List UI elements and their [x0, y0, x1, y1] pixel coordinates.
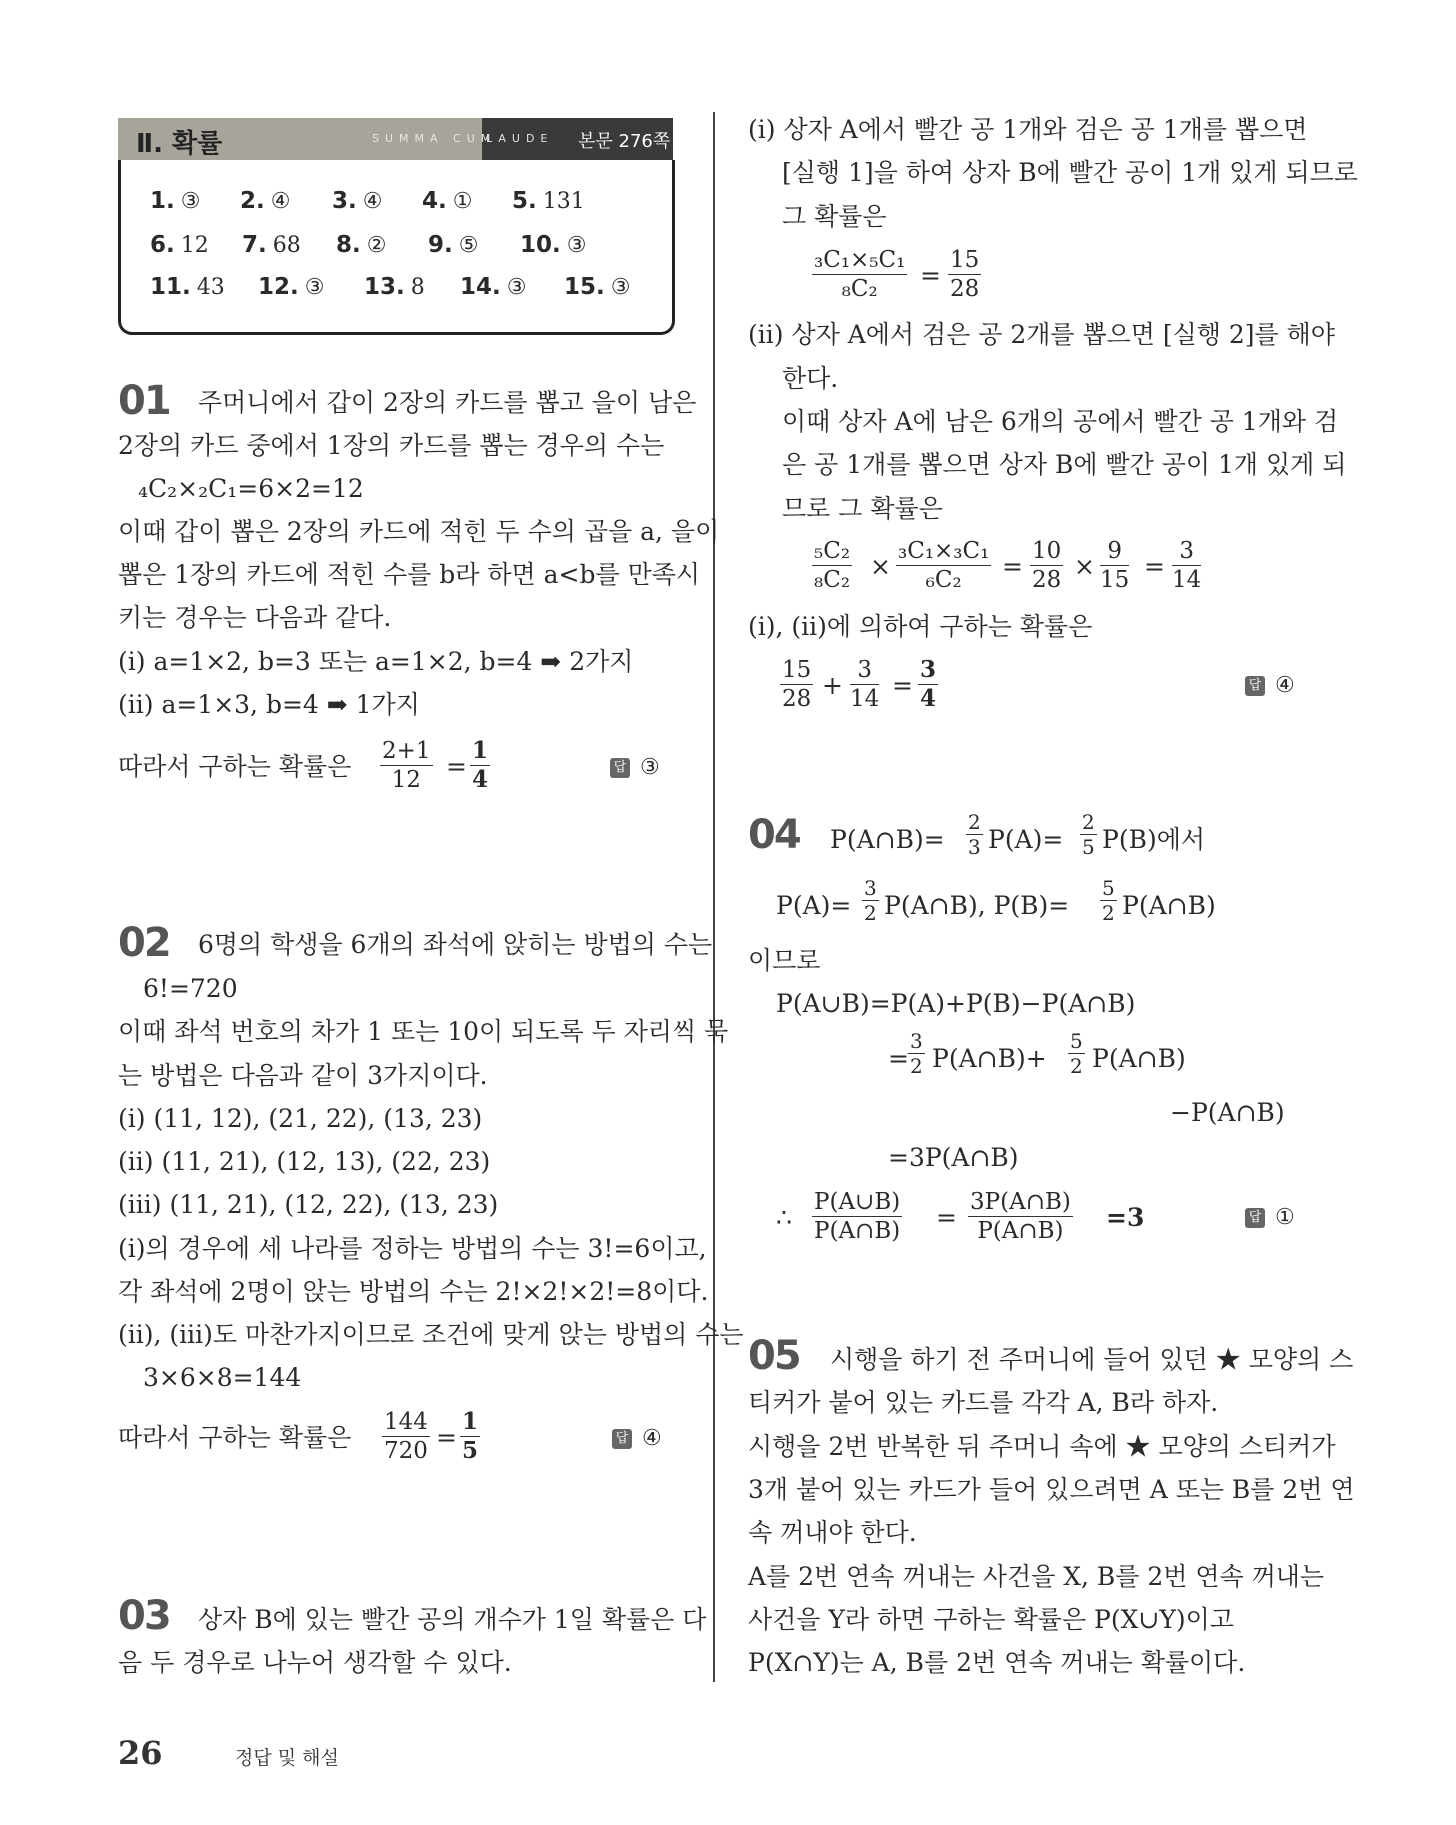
answer-value: ④	[362, 189, 383, 214]
answer-item	[332, 188, 382, 214]
answer-value: ③	[566, 233, 587, 258]
answer-number: 12.	[258, 274, 299, 300]
fraction: $\frac{\text{₅C₂}}{\text{₈C₂}}$	[814, 538, 851, 593]
answer-value: ①	[452, 189, 473, 214]
answer-value: ⑤	[458, 233, 479, 258]
equals: =	[436, 1423, 457, 1452]
question-number: 01	[118, 378, 170, 424]
equation-part: P(A∩B)	[1092, 1044, 1186, 1073]
fraction: $\frac{3}{14}$	[850, 657, 880, 712]
text-line: (ⅱ) (11, 21), (12, 13), (22, 23)	[118, 1147, 491, 1176]
answer-value: ②	[366, 233, 387, 258]
text-line: 이므로	[748, 946, 821, 975]
fraction: $\frac{3}{2}$	[910, 1029, 923, 1078]
fraction: $\frac{\text{₃C₁×₃C₁}}{\text{₆C₂}}$	[898, 538, 990, 593]
question-number: 05	[748, 1333, 800, 1379]
text-line: (ⅰ) (11, 12), (21, 22), (13, 23)	[118, 1104, 483, 1133]
fraction: $\frac{15}{28}$	[782, 657, 812, 712]
answer-value: ③	[610, 275, 631, 300]
fraction-result: $\frac{1}{5}$	[462, 1408, 479, 1464]
answer-value: ③	[180, 189, 201, 214]
equation: =3P(A∩B)	[888, 1143, 1019, 1172]
equals: =	[920, 261, 941, 290]
answer-mark: 답 ③	[610, 755, 660, 780]
plus: +	[822, 671, 843, 700]
answer-number: 6.	[150, 232, 175, 258]
text-line: (ⅰ) 상자 A에서 빨간 공 1개와 검은 공 1개를 뽑으면	[748, 115, 1308, 144]
text-line: A를 2번 연속 꺼내는 사건을 X, B를 2번 연속 꺼내는	[748, 1562, 1325, 1591]
text-line: 이때 좌석 번호의 차가 1 또는 10이 되도록 두 자리씩 묶	[118, 1017, 729, 1046]
fraction: $\frac{10}{28}$	[1032, 538, 1062, 593]
text-line: 그 확률은	[782, 202, 887, 231]
fraction: $\frac{5}{2}$	[1102, 876, 1115, 925]
answer-item	[242, 232, 301, 258]
equation: ₄C₂×₂C₁=6×2=12	[138, 474, 364, 503]
fraction: $\frac{5}{2}$	[1070, 1029, 1083, 1078]
text-line: 시행을 하기 전 주머니에 들어 있던 ★ 모양의 스	[830, 1345, 1354, 1374]
answer-number: 3.	[332, 188, 357, 214]
answer-number: 1.	[150, 188, 175, 214]
answer-mark: 답 ①	[1245, 1205, 1295, 1230]
fraction: $\frac{\text{₃C₁×₅C₁}}{\text{₈C₂}}$	[814, 247, 906, 302]
fraction: $\frac{2+1}{12}$	[382, 738, 431, 793]
answer-number: 8.	[336, 232, 361, 258]
question-number: 03	[118, 1593, 170, 1639]
question-number: 04	[748, 812, 800, 858]
answer-value: ③	[506, 275, 527, 300]
answer-value: 131	[542, 189, 585, 214]
answer-number: 5.	[512, 188, 537, 214]
result: =3	[1106, 1203, 1145, 1232]
equation-part: P(B)에서	[1102, 825, 1205, 854]
column-divider	[713, 112, 715, 1682]
answer-item	[422, 188, 472, 214]
answer-mark: 답 ④	[1245, 673, 1295, 698]
equals: =	[936, 1203, 957, 1232]
equation: P(A∪B)=P(A)+P(B)−P(A∩B)	[776, 989, 1136, 1018]
text-line: 한다.	[782, 364, 839, 393]
equation: 6!=720	[143, 974, 238, 1003]
answer-number: 9.	[428, 232, 453, 258]
answer-item	[240, 188, 290, 214]
equation-part: P(A∩B)	[1122, 891, 1216, 920]
text-line: 6명의 학생을 6개의 좌석에 앉히는 방법의 수는	[198, 930, 713, 959]
text-line: 속 꺼내야 한다.	[748, 1518, 917, 1547]
answer-item	[364, 274, 425, 300]
text-line: 는 방법은 다음과 같이 3가지이다.	[118, 1061, 488, 1090]
fraction-result: $\frac{3}{4}$	[920, 656, 937, 712]
equals: =	[446, 752, 467, 781]
fraction: $\frac{15}{28}$	[950, 247, 980, 302]
text-line: 티커가 붙어 있는 카드를 각각 A, B라 하자.	[748, 1388, 1219, 1417]
fraction: $\frac{3}{2}$	[864, 876, 877, 925]
equation-part: =	[888, 1044, 909, 1073]
text-line: P(X∩Y)는 A, B를 2번 연속 꺼내는 확률이다.	[748, 1648, 1246, 1677]
answer-number: 13.	[364, 274, 405, 300]
text-line: (ⅱ) a=1×3, b=4 ➡ 1가지	[118, 690, 420, 719]
answer-item	[564, 274, 630, 300]
text-line: (ⅱ) 상자 A에서 검은 공 2개를 뽑으면 [실행 2]를 해야	[748, 320, 1335, 349]
page-number: 26	[118, 1734, 163, 1772]
text-line: 이때 갑이 뽑은 2장의 카드에 적힌 두 수의 곱을 a, 을이	[118, 517, 720, 546]
text-line: (ⅲ) (11, 21), (12, 22), (13, 23)	[118, 1190, 499, 1219]
section-title: Ⅱ. 확률	[136, 129, 223, 159]
text-line: 2장의 카드 중에서 1장의 카드를 뽑는 경우의 수는	[118, 431, 665, 460]
fraction-result: $\frac{1}{4}$	[472, 737, 489, 793]
answer-mark: 답 ④	[612, 1426, 662, 1451]
answer-item	[150, 188, 200, 214]
answer-value: 8	[410, 275, 425, 300]
question-number: 02	[118, 920, 170, 966]
text-line: (ⅰ), (ⅱ)에 의하여 구하는 확률은	[748, 612, 1093, 641]
footer-label: 정답 및 해설	[235, 1747, 339, 1769]
fraction: $\frac{144}{720}$	[384, 1409, 428, 1464]
text-line: 주머니에서 갑이 2장의 카드를 뽑고 을이 남은	[198, 388, 697, 417]
text-line: 은 공 1개를 뽑으면 상자 B에 빨간 공이 1개 있게 되	[782, 450, 1347, 479]
answer-value: 68	[272, 233, 301, 258]
text-line: 3개 붙어 있는 카드가 들어 있으려면 A 또는 B를 2번 연	[748, 1475, 1355, 1504]
answer-item	[150, 232, 209, 258]
text-line: 사건을 Y라 하면 구하는 확률은 P(X∪Y)이고	[748, 1605, 1234, 1634]
answer-value: ④	[270, 189, 291, 214]
equals: =	[1002, 552, 1023, 581]
answer-number: 14.	[460, 274, 501, 300]
answer-value: 43	[196, 275, 225, 300]
answer-number: 15.	[564, 274, 605, 300]
text-line: 상자 B에 있는 빨간 공의 개수가 1일 확률은 다	[198, 1605, 707, 1634]
fraction: $\frac{2}{5}$	[1082, 810, 1095, 859]
equals: =	[1144, 552, 1165, 581]
answer-item	[336, 232, 386, 258]
text-line: 따라서 구하는 확률은	[118, 752, 352, 781]
text-line: (ⅰ)의 경우에 세 나라를 정하는 방법의 수는 3!=6이고,	[118, 1234, 707, 1263]
text-line: 키는 경우는 다음과 같다.	[118, 603, 392, 632]
text-line: 각 좌석에 2명이 앉는 방법의 수는 2!×2!×2!=8이다.	[118, 1277, 709, 1306]
fraction: $\frac{P(A\cup B)}{P(A\cap B)}$	[814, 1189, 901, 1244]
equation-part: P(A)=	[988, 825, 1064, 854]
answer-item	[150, 274, 225, 300]
text-line: (ⅱ), (ⅲ)도 마찬가지이므로 조건에 맞게 앉는 방법의 수는	[118, 1320, 744, 1349]
equation-part: P(A∩B), P(B)=	[884, 891, 1070, 920]
answer-number: 11.	[150, 274, 191, 300]
fraction: $\frac{3}{14}$	[1172, 538, 1202, 593]
equation: 3×6×8=144	[143, 1363, 302, 1392]
answer-value: 12	[180, 233, 209, 258]
answer-item	[520, 232, 586, 258]
times: ×	[1074, 552, 1095, 581]
answer-number: 2.	[240, 188, 265, 214]
equation-part: P(A∩B)=	[830, 825, 945, 854]
brand-text-right: LAUDE	[486, 132, 554, 145]
answer-item	[460, 274, 526, 300]
text-line: 므로 그 확률은	[782, 494, 943, 523]
page-reference: 본문 276쪽	[578, 131, 671, 152]
answer-number: 10.	[520, 232, 561, 258]
answer-number: 7.	[242, 232, 267, 258]
text-line: (ⅰ) a=1×2, b=3 또는 a=1×2, b=4 ➡ 2가지	[118, 647, 634, 676]
text-line: 이때 상자 A에 남은 6개의 공에서 빨간 공 1개와 검	[782, 407, 1339, 436]
text-line: [실행 1]을 하여 상자 B에 빨간 공이 1개 있게 되므로	[782, 158, 1358, 187]
fraction: $\frac{2}{3}$	[968, 810, 981, 859]
text-line: 음 두 경우로 나누어 생각할 수 있다.	[118, 1648, 512, 1677]
answer-item	[512, 188, 585, 214]
text-line: 시행을 2번 반복한 뒤 주머니 속에 ★ 모양의 스티커가	[748, 1432, 1336, 1461]
fraction: $\frac{3P(A\cap B)}{P(A\cap B)}$	[970, 1189, 1071, 1244]
text-line: 따라서 구하는 확률은	[118, 1423, 352, 1452]
equation-part: P(A∩B)+	[932, 1044, 1047, 1073]
answer-item	[258, 274, 324, 300]
answer-number: 4.	[422, 188, 447, 214]
equation-part: P(A)=	[776, 891, 852, 920]
brand-text-left: SUMMA CUM	[372, 132, 497, 145]
equation: −P(A∩B)	[1170, 1098, 1285, 1127]
text-line: 뽑은 1장의 카드에 적힌 수를 b라 하면 a<b를 만족시	[118, 560, 701, 589]
answer-item	[428, 232, 478, 258]
times: ×	[870, 552, 891, 581]
therefore: ∴	[776, 1203, 792, 1232]
answer-value: ③	[304, 275, 325, 300]
fraction: $\frac{9}{15}$	[1100, 538, 1130, 593]
equals: =	[892, 671, 913, 700]
